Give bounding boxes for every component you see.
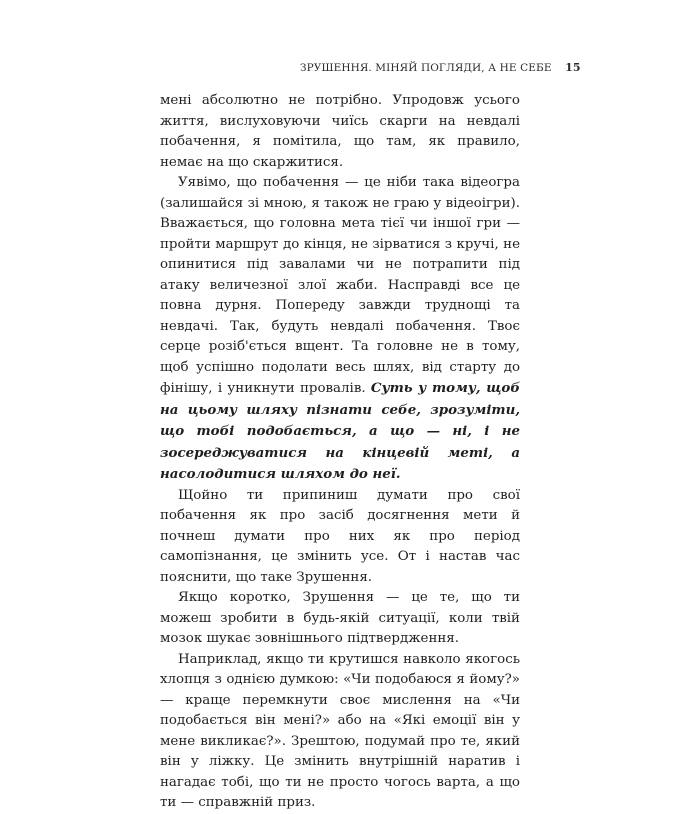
paragraph-5: Наприклад, якщо ти крутишся навколо якогось хлопця з однією думкою: «Чи подобаюся я йому?» — краще перемкнути своє мислення на «Чи подобається він мені?» або на «Які емоції він у мене викликає?». Зрештою, подумай про те, який він у ліжку. Це змінить внутрішній наратив і нагадає тобі, що ти не просто чогось варта, а що ти — справжній приз. xyxy=(160,651,520,810)
paragraph-2-emphasis: Суть у тому, щоб на цьому шляху пізнати себе, зрозуміти, що тобі подобається, а що — ні, і не зосереджуватися на кінцевій меті, а насолодитися шляхом до неї. xyxy=(160,380,520,482)
paragraph-2-text: Уявімо, що побачення — це ніби така відеогра (залишайся зі мною, я також не граю у відеоігри). Вважається, що головна мета тієї чи іншої гри — пройти маршрут до кінця, не зірватися з кручі, не опинитися під завалами чи не потрапити під атаку величезної злої жаби. Насправді все це повна дурня. Попереду завжди труднощі та невдачі. Так, будуть невдалі побачення. Твоє серце розіб'ється вщент. Та головне не в тому, щоб успішно подолати весь шлях, від старту до фінішу, і уникнути провалів. xyxy=(160,175,520,396)
running-header xyxy=(300,61,581,74)
page-number: 15 xyxy=(565,61,581,74)
paragraph-1: мені абсолютно не потрібно. Упродовж усього життя, вислуховуючи чиїсь скарги на невдалі побачення, я помітила, що там, як правило, немає на що скаржитися. xyxy=(160,93,520,170)
paragraph-4: Якщо коротко, Зрушення — це те, що ти можеш зробити в будь-якій ситуації, коли твій мозок шукає зовнішнього підтвердження. xyxy=(160,590,520,646)
chapter-title: ЗРУШЕННЯ. МІНЯЙ ПОГЛЯДИ, А НЕ СЕБЕ xyxy=(300,62,552,74)
paragraph-3: Щойно ти припиниш думати про свої побачення як про засіб досягнення мети й почнеш думати про них як про період самопізнання, це змінить усе. От і настав час пояснити, що таке Зрушення. xyxy=(160,487,520,585)
body-text xyxy=(160,91,520,814)
paragraph-2 xyxy=(160,173,520,486)
